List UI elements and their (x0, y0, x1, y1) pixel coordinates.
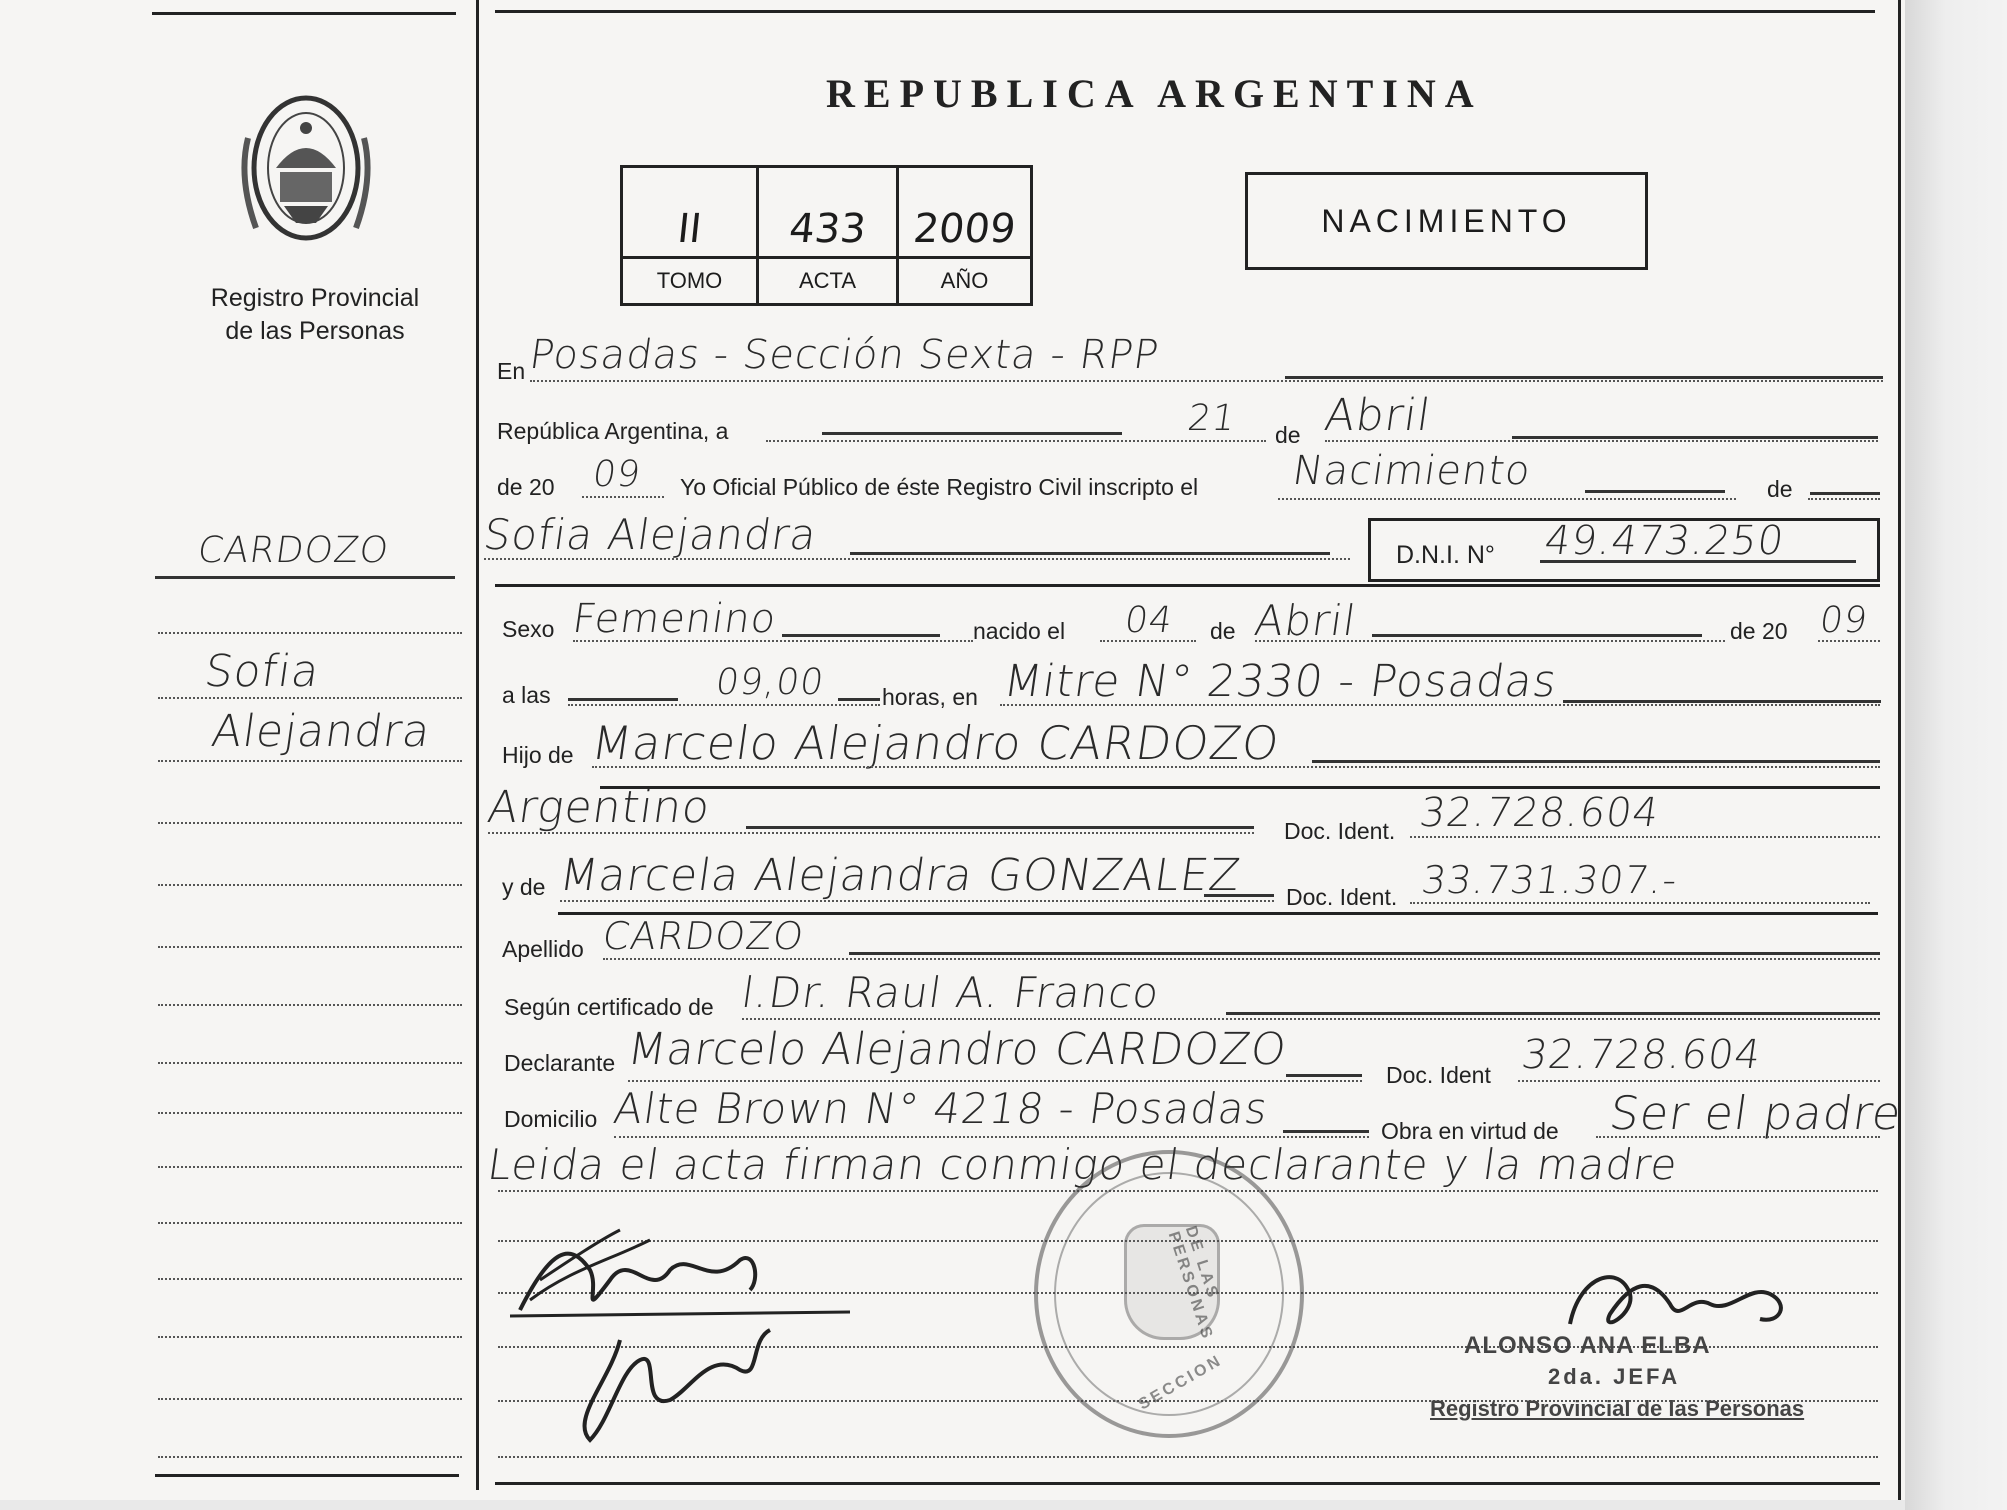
page-edge (1905, 0, 2007, 1510)
registry-stamp (1034, 1150, 1304, 1438)
line-dni (1540, 560, 1856, 563)
anio-cell (899, 168, 1030, 303)
dots-madre (560, 900, 1274, 902)
field-nac-dia: 04 (1122, 600, 1176, 641)
margin-line (158, 1004, 462, 1006)
tomo-value: II (675, 206, 704, 252)
field-dni: 49.473.250 (1541, 518, 1788, 564)
dots-declarante (628, 1080, 1362, 1082)
dots-nombre (484, 558, 1350, 560)
margin-surname-line (155, 576, 455, 579)
label-sexo: Sexo (502, 616, 555, 642)
field-inscripto: Nacimiento (1289, 448, 1534, 494)
tomo-label: TOMO (623, 256, 756, 303)
line-inscripto (1585, 490, 1725, 493)
dots-apellido (603, 958, 1880, 960)
field-padre: Marcelo Alejandro CARDOZO (588, 716, 1284, 770)
label-de-mes: de (1210, 618, 1236, 644)
margin-line (158, 1166, 462, 1168)
margin-given2: Alejandra (208, 706, 435, 757)
field-madre-doc: 33.731.307.- (1418, 858, 1681, 902)
label-doc-ident3: Doc. Ident (1386, 1062, 1491, 1088)
field-lugar: Posadas - Sección Sexta - RPP (526, 332, 1163, 378)
margin-line (158, 1062, 462, 1064)
field-obra: Ser el padre (1606, 1086, 1906, 1140)
margin-line (158, 1278, 462, 1280)
margin-line (158, 884, 462, 886)
column-divider (476, 0, 479, 1490)
label-republica: República Argentina, a (497, 418, 729, 444)
margin-line (158, 1398, 462, 1400)
dots-mes (1325, 440, 1878, 442)
dots-domicilio (614, 1136, 1369, 1138)
dots-certificado (742, 1018, 1880, 1020)
dots-anio (582, 496, 664, 498)
line-declarante (1286, 1074, 1362, 1077)
label-de: de (1275, 422, 1301, 448)
dots-nac-mes (1255, 640, 1725, 642)
dots-lugar (530, 380, 1883, 382)
stamp-text-arc1: DE LAS PERSONAS (1164, 1224, 1222, 1344)
line-nac-mes (1372, 634, 1702, 637)
acta-cell (759, 168, 899, 303)
label-obra: Obra en virtud de (1381, 1118, 1559, 1144)
label-declarante: Declarante (504, 1050, 616, 1076)
line-nacionalidad (746, 826, 1254, 829)
margin-line (158, 822, 462, 824)
right-border (1898, 0, 1901, 1500)
field-madre: Marcela Alejandra GONZALEZ (556, 850, 1244, 901)
field-declarante: Marcelo Alejandro CARDOZO (624, 1024, 1291, 1075)
label-en: En (497, 358, 526, 384)
dots-padre-doc (1410, 836, 1880, 838)
dots-nacionalidad (488, 832, 1254, 834)
official-office: Registro Provincial de las Personas (1430, 1396, 1805, 1421)
official-name: ALONSO ANA ELBA (1464, 1332, 1711, 1359)
padre-rule (600, 786, 1880, 789)
margin-given1: Sofia (201, 646, 324, 697)
official-role: 2da. JEFA (1548, 1364, 1681, 1389)
registry-name (150, 282, 480, 348)
label-domicilio: Domicilio (504, 1106, 598, 1132)
label-segun: Según certificado de (504, 994, 714, 1020)
dots-obra (1596, 1136, 1880, 1138)
margin-line (158, 946, 462, 948)
dots-padre (592, 766, 1880, 768)
bottom-rule-left (155, 1474, 459, 1477)
field-padre-doc: 32.728.604 (1416, 790, 1663, 836)
field-certificado: l.Dr. Raul A. Franco (738, 968, 1163, 1017)
page-title: REPUBLICA ARGENTINA (826, 71, 1483, 116)
stamp-text-arc2: SECCION (1135, 1351, 1226, 1414)
field-nacionalidad: Argentino (484, 782, 714, 833)
line-mes (1512, 436, 1878, 439)
dots-inscripto (1278, 498, 1736, 500)
line-lugar-nac (1563, 700, 1881, 703)
line-sexo (782, 634, 940, 637)
dots-sexo (573, 640, 973, 642)
margin-line (158, 697, 462, 699)
dots-de-end (1808, 498, 1880, 500)
field-anio: 09 (590, 454, 644, 495)
dots-hora (568, 704, 880, 706)
anio-label: AÑO (899, 256, 1030, 303)
label-a-las: a las (502, 682, 551, 708)
tomo-cell (623, 168, 759, 303)
bottom-rule-right (495, 1482, 1880, 1485)
line-de-end (1810, 492, 1880, 495)
dots-nac-dia (1100, 640, 1196, 642)
line-apellido (849, 952, 1880, 955)
top-rule-left (152, 12, 456, 15)
field-dia: 21 (1185, 398, 1239, 439)
field-nac-anio: 09 (1817, 600, 1871, 641)
field-nombre: Sofia Alejandra (480, 510, 821, 559)
field-hora: 09,00 (713, 662, 827, 703)
margin-line (158, 1112, 462, 1114)
line-nombre (850, 552, 1330, 555)
line-republica (822, 432, 1122, 435)
field-sexo: Femenino (569, 596, 780, 642)
dots-lugar-nac (1000, 704, 1880, 706)
field-nota: Leida el acta firman conmigo el declarante y la madre (484, 1140, 1682, 1189)
dots-madre-doc (1410, 902, 1870, 904)
label-de-anio: de 20 (1730, 618, 1788, 644)
declarant-signature-icon (510, 1220, 870, 1460)
document-type: NACIMIENTO (1245, 172, 1648, 270)
margin-line (158, 1336, 462, 1338)
line-hora (838, 698, 880, 701)
line-padre (1312, 760, 1880, 763)
label-doc-ident1: Doc. Ident. (1284, 818, 1396, 844)
margin-line (158, 1456, 462, 1458)
line-a-las (568, 698, 678, 701)
line-madre (1204, 894, 1274, 897)
label-hijo-de: Hijo de (502, 742, 574, 768)
label-de-end: de (1767, 476, 1793, 502)
dots-republica (766, 440, 1266, 442)
anio-value: 2009 (911, 206, 1018, 252)
label-nacido: nacido el (973, 618, 1066, 644)
field-mes: Abril (1321, 390, 1435, 441)
field-lugar-nac: Mitre N° 2330 - Posadas (1000, 656, 1561, 707)
separator-rule (495, 584, 1880, 587)
record-number-box (620, 165, 1033, 306)
field-nac-mes: Abril (1251, 596, 1360, 645)
label-doc-ident2: Doc. Ident. (1286, 884, 1398, 910)
label-apellido: Apellido (502, 936, 584, 962)
margin-line (158, 632, 462, 634)
field-declarante-doc: 32.728.604 (1518, 1032, 1765, 1078)
dots-declarante-doc (1518, 1080, 1880, 1082)
margin-surname: CARDOZO (195, 530, 392, 571)
label-horas: horas, en (882, 684, 978, 710)
line-certificado (1226, 1012, 1880, 1015)
field-apellido: CARDOZO (599, 914, 808, 958)
registry-name-line2: de las Personas (225, 317, 405, 345)
provincial-seal-icon (236, 88, 376, 256)
margin-line (158, 760, 462, 762)
field-domicilio: Alte Brown N° 4218 - Posadas (610, 1084, 1272, 1133)
acta-label: ACTA (759, 256, 896, 303)
top-rule-right (495, 10, 1875, 13)
label-dni: D.N.I. N° (1396, 541, 1495, 569)
label-de20: de 20 (497, 474, 555, 500)
label-oficial: Yo Oficial Público de éste Registro Civil inscripto el (680, 474, 1199, 500)
registry-name-line1: Registro Provincial (210, 284, 420, 312)
label-y-de: y de (502, 874, 546, 900)
line-domicilio (1283, 1130, 1369, 1133)
dots-nac-anio (1818, 640, 1880, 642)
line-lugar (1285, 376, 1883, 379)
acta-value: 433 (786, 206, 869, 252)
margin-line (158, 1222, 462, 1224)
